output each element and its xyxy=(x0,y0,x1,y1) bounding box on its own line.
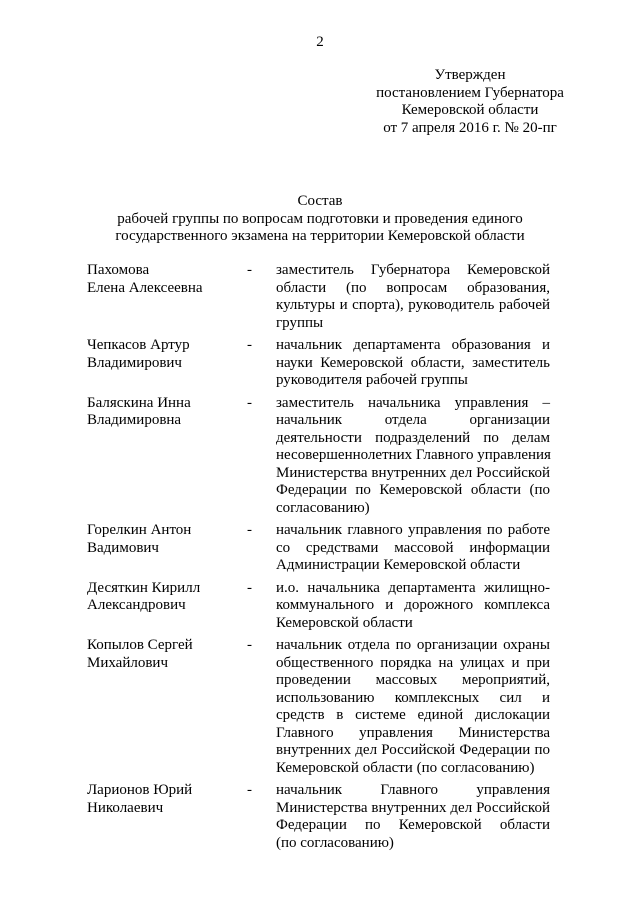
member-name-line: Владимировна xyxy=(87,412,182,428)
member-row xyxy=(87,262,557,332)
approval-line: Утвержден xyxy=(434,67,506,83)
member-role-line: Министерства внутренних дел Российской xyxy=(276,799,550,816)
member-dash: - xyxy=(247,262,252,278)
member-role-line: общественного порядка на улицах и при xyxy=(276,654,550,671)
member-role-line: проведении массовых мероприятий, xyxy=(276,672,550,688)
member-name xyxy=(87,395,247,518)
member-role-line: Федерации по Кемеровской области xyxy=(276,817,550,833)
member-name xyxy=(87,522,247,575)
member-name-line: Вадимович xyxy=(87,539,159,556)
member-role-line: средств в системе единой дислокации xyxy=(276,707,550,723)
member-role-line: согласованию) xyxy=(276,499,370,516)
title-line: Состав xyxy=(297,193,343,209)
member-role-line: Главного управления Министерства xyxy=(276,724,550,741)
member-role-line: начальник Главного управления xyxy=(276,782,550,798)
member-role-line: области (по вопросам образования, xyxy=(276,279,550,296)
member-role-line: начальник главного управления по работе xyxy=(276,522,550,538)
member-role-line: заместитель начальника управления – xyxy=(276,394,550,411)
title-line: рабочей группы по вопросам подготовки и проведения единого xyxy=(117,210,523,227)
member-name xyxy=(87,262,247,332)
member-name-line: Десяткин Кирилл xyxy=(87,579,201,596)
member-role xyxy=(276,637,550,777)
member-name xyxy=(87,337,247,390)
member-role-line: Кемеровской области (по согласованию) xyxy=(276,759,535,776)
member-dash: - xyxy=(247,782,252,798)
member-role-line: руководителя рабочей группы xyxy=(276,372,468,388)
member-role-line: заместитель Губернатора Кемеровской xyxy=(276,262,550,278)
member-role-line: использованию комплексных сил и xyxy=(276,689,550,706)
member-name-line: Копылов Сергей xyxy=(87,637,193,653)
member-role-line: несовершеннолетних Главного управления xyxy=(276,447,551,463)
member-role xyxy=(276,395,550,518)
member-row xyxy=(87,580,557,633)
member-role xyxy=(276,522,550,575)
member-role xyxy=(276,782,550,852)
document-title xyxy=(70,193,570,246)
member-name-line: Пахомова xyxy=(87,262,150,278)
member-role xyxy=(276,262,550,332)
member-role-line: со средствами массовой информации xyxy=(276,539,550,556)
member-role-line: Кемеровской области xyxy=(276,614,413,631)
approval-block xyxy=(350,67,590,137)
member-role-line: начальник отдела по организации охраны xyxy=(276,637,550,653)
members-list xyxy=(87,262,557,857)
member-dash: - xyxy=(247,337,252,353)
member-role-line: начальник отдела организации xyxy=(276,412,550,428)
member-role-line: внутренних дел Российской Федерации по xyxy=(276,742,550,758)
member-role-line: начальник департамента образования и xyxy=(276,337,550,353)
member-role-line: Администрации Кемеровской области xyxy=(276,557,521,573)
member-role xyxy=(276,580,550,633)
member-name-line: Николаевич xyxy=(87,799,164,816)
member-dash: - xyxy=(247,522,252,538)
member-role xyxy=(276,337,550,390)
member-row xyxy=(87,637,557,777)
member-role-line: коммунального и дорожного комплекса xyxy=(276,597,550,613)
member-row xyxy=(87,522,557,575)
member-name-line: Владимирович xyxy=(87,354,182,371)
member-role-line: Федерации по Кемеровской области (по xyxy=(276,482,550,498)
member-row xyxy=(87,395,557,518)
page-number: 2 xyxy=(316,34,324,50)
member-dash: - xyxy=(247,637,252,653)
member-name-line: Елена Алексеевна xyxy=(87,279,203,296)
member-name xyxy=(87,637,247,777)
member-role-line: деятельности подразделений по делам xyxy=(276,429,550,446)
member-name-line: Ларионов Юрий xyxy=(87,782,193,798)
member-row xyxy=(87,337,557,390)
member-name-line: Чепкасов Артур xyxy=(87,337,190,353)
member-role-line: и.о. начальника департамента жилищно- xyxy=(276,579,550,596)
approval-line: от 7 апреля 2016 г. № 20-пг xyxy=(383,119,557,136)
member-role-line: группы xyxy=(276,314,324,331)
member-role-line: (по согласованию) xyxy=(276,834,394,851)
approval-line: постановлением Губернатора xyxy=(376,84,564,101)
title-line: государственного экзамена на территории Кемеровской области xyxy=(115,228,525,244)
member-name-line: Баляскина Инна xyxy=(87,394,191,411)
member-name-line: Горелкин Антон xyxy=(87,522,192,538)
member-role-line: науки Кемеровской области, заместитель xyxy=(276,354,550,371)
member-name xyxy=(87,782,247,852)
member-role-line: культуры и спорта), руководитель рабочей xyxy=(276,297,550,313)
approval-line: Кемеровской области xyxy=(401,102,539,118)
member-dash: - xyxy=(247,579,252,596)
member-role-line: Министерства внутренних дел Российской xyxy=(276,464,550,481)
member-name-line: Александрович xyxy=(87,597,186,613)
member-name-line: Михайлович xyxy=(87,654,168,671)
member-dash: - xyxy=(247,394,252,411)
member-name xyxy=(87,580,247,633)
member-row xyxy=(87,782,557,852)
